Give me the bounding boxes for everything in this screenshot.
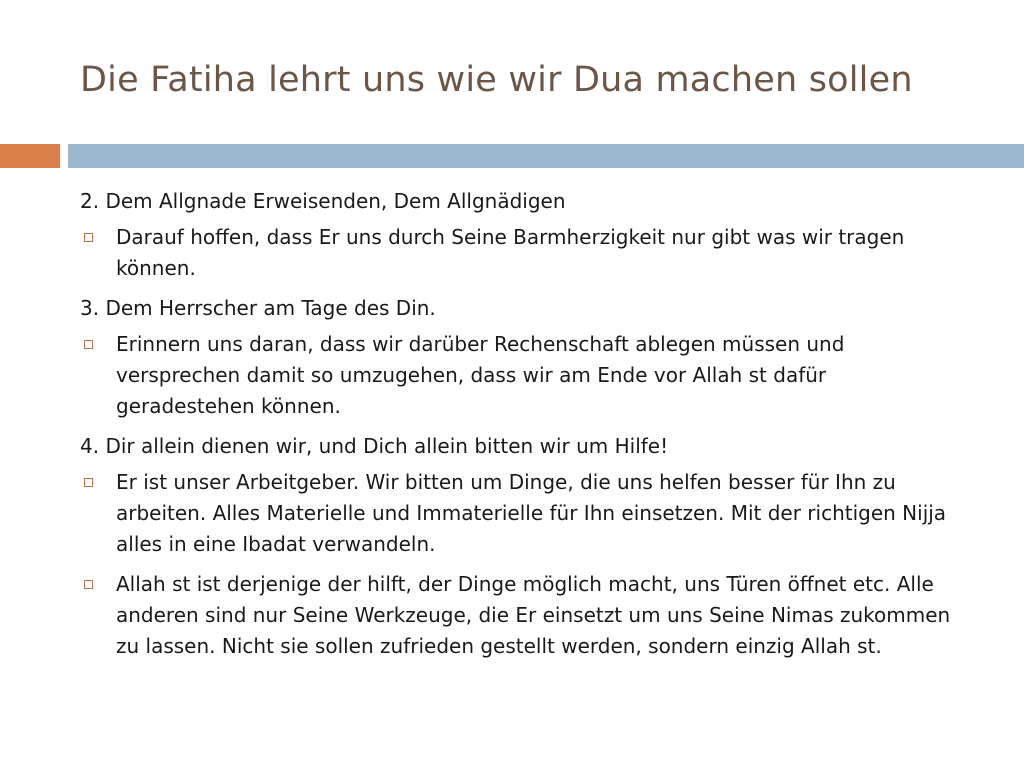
- slide-title: Die Fatiha lehrt uns wie wir Dua machen sollen: [80, 60, 913, 100]
- section-heading-3: 3. Dem Herrscher am Tage des Din.: [80, 296, 436, 320]
- accent-band: [0, 144, 60, 168]
- bullet-text: Erinnern uns daran, dass wir darüber Rechenschaft ablegen müssen und versprechen damit so umzugehen, dass wir am Ende vor Allah st dafür geradestehen können.: [116, 332, 845, 418]
- section-heading-2: 2. Dem Allgnade Erweisenden, Dem Allgnädigen: [80, 189, 566, 213]
- hollow-square-icon: [84, 580, 93, 589]
- hollow-square-icon: [84, 478, 93, 487]
- section-heading-4: 4. Dir allein dienen wir, und Dich allein bitten wir um Hilfe!: [80, 434, 669, 458]
- header-band: [68, 144, 1024, 168]
- bullet-item: [80, 222, 966, 284]
- bullet-text: Allah st ist derjenige der hilft, der Dinge möglich macht, uns Türen öffnet etc. Alle anderen sind nur Seine Werkzeuge, die Er einsetzt um uns Seine Nimas zukommen zu lassen. Nicht sie sollen zufrieden gestellt werden, sondern einzig Allah st.: [116, 572, 951, 658]
- bullet-text: Er ist unser Arbeitgeber. Wir bitten um Dinge, die uns helfen besser für Ihn zu arbeiten. Alles Materielle und Immaterielle für Ihn einsetzen. Mit der richtigen Nijja alles in eine Ibadat verwandeln.: [116, 470, 947, 556]
- bullet-item: [80, 569, 966, 662]
- bullet-text: Darauf hoffen, dass Er uns durch Seine Barmherzigkeit nur gibt was wir tragen können.: [116, 225, 905, 280]
- hollow-square-icon: [84, 233, 93, 242]
- bullet-item: [80, 329, 966, 422]
- hollow-square-icon: [84, 340, 93, 349]
- bullet-item: [80, 467, 966, 560]
- slide-body: [80, 186, 980, 671]
